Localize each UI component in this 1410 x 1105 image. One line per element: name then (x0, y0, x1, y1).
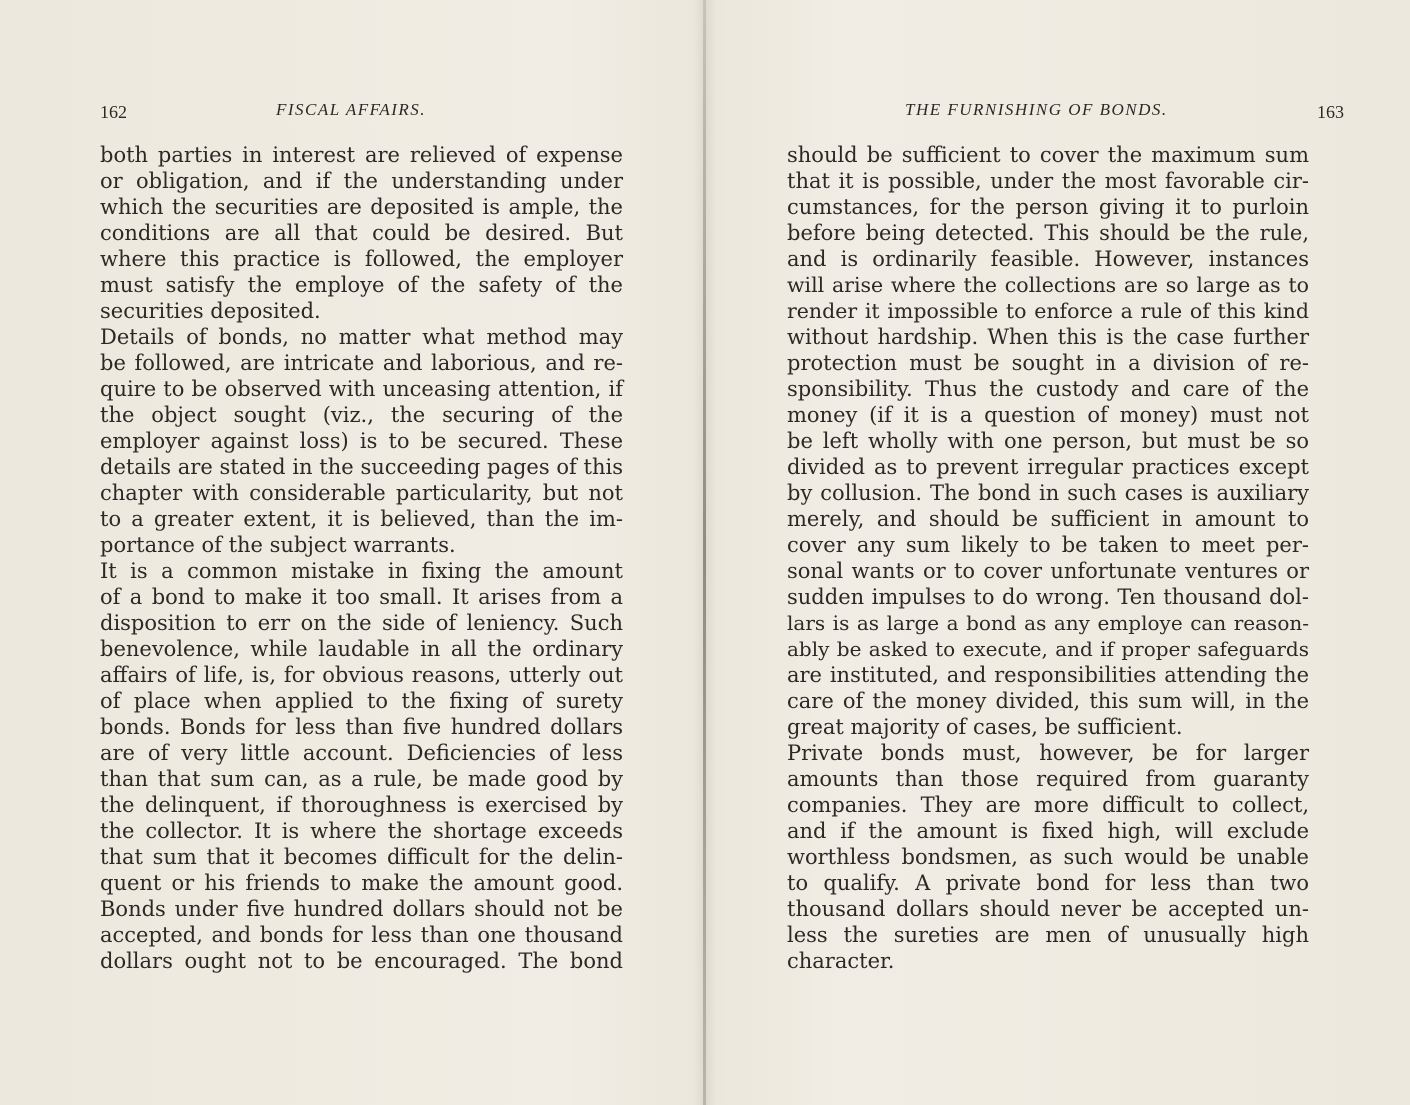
text-line: cumstances, for the person giving it to purloin (787, 195, 1309, 219)
text-line: and if the amount is fixed high, will exclude (787, 819, 1309, 843)
text-line: must satisfy the employe of the safety of the (100, 273, 623, 297)
text-line: amounts than those required from guaranty (787, 767, 1309, 791)
text-line: and is ordinarily feasible. However, instances (787, 247, 1309, 271)
text-line: quire to be observed with unceasing attention, if (100, 377, 623, 401)
text-line: render it impossible to enforce a rule of this kind (787, 299, 1309, 323)
text-line: portance of the subject warrants. (100, 533, 456, 557)
text-line: affairs of life, is, for obvious reasons, utterly out (100, 663, 623, 687)
text-line: or obligation, and if the understanding under (100, 169, 623, 193)
text-line: sponsibility. Thus the custody and care of the (787, 377, 1309, 401)
text-line: to qualify. A private bond for less than two (787, 871, 1309, 895)
text-line: where this practice is followed, the employer (100, 247, 623, 271)
text-line: without hardship. When this is the case further (787, 325, 1309, 349)
text-line: accepted, and bonds for less than one thousand (100, 923, 623, 947)
text-line: to a greater extent, it is believed, than the im- (100, 507, 623, 531)
left-page-body (100, 142, 640, 974)
text-line: that sum that it becomes difficult for the delin- (100, 845, 623, 869)
text-line: less the sureties are men of unusually high (787, 923, 1309, 947)
right-page-number: 163 (1317, 102, 1344, 122)
text-line: cover any sum likely to be taken to meet per- (787, 533, 1309, 557)
right-running-title: THE FURNISHING OF BONDS. (905, 100, 1168, 119)
text-line: benevolence, while laudable in all the ordinary (100, 637, 623, 661)
text-line: chapter with considerable particularity, but not (100, 481, 623, 505)
text-line: which the securities are deposited is ample, the (100, 195, 623, 219)
text-line: than that sum can, as a rule, be made good by (100, 767, 623, 791)
text-line: thousand dollars should never be accepted un- (787, 897, 1309, 921)
text-line: the collector. It is where the shortage exceeds (100, 819, 623, 843)
text-line: the delinquent, if thoroughness is exercised by (100, 793, 623, 817)
right-page-body (787, 142, 1327, 974)
text-line: great majority of cases, be sufficient. (787, 715, 1183, 739)
text-line: employer against loss) is to be secured. These (100, 429, 623, 453)
left-page-number: 162 (100, 102, 127, 122)
left-page (100, 0, 640, 1105)
text-line: that it is possible, under the most favorable cir- (787, 169, 1309, 193)
text-line: dollars ought not to be encouraged. The bond (100, 949, 623, 973)
text-line: conditions are all that could be desired. But (100, 221, 623, 245)
text-line: quent or his friends to make the amount good. (100, 871, 623, 895)
text-line: the object sought (viz., the securing of the (100, 403, 623, 427)
left-page-header (100, 100, 640, 124)
text-line: It is a common mistake in fixing the amount (100, 559, 623, 583)
text-line: Details of bonds, no matter what method may (100, 325, 623, 349)
text-line: by collusion. The bond in such cases is auxiliary (787, 481, 1309, 505)
text-line: ably be asked to execute, and if proper safeguards (787, 637, 1309, 661)
right-page (787, 0, 1344, 1105)
text-line: be left wholly with one person, but must be so (787, 429, 1309, 453)
book-gutter (703, 0, 706, 1105)
text-line: bonds. Bonds for less than five hundred dollars (100, 715, 623, 739)
text-line: before being detected. This should be the rule, (787, 221, 1309, 245)
text-line: details are stated in the succeeding pages of this (100, 455, 623, 479)
text-line: be followed, are intricate and laborious, and re- (100, 351, 623, 375)
right-page-header (787, 100, 1344, 124)
text-line: of place when applied to the fixing of surety (100, 689, 623, 713)
text-line: Bonds under five hundred dollars should not be (100, 897, 623, 921)
text-line: disposition to err on the side of leniency. Such (100, 611, 623, 635)
text-line: character. (787, 949, 895, 973)
text-line: money (if it is a question of money) must not (787, 403, 1309, 427)
text-line: Private bonds must, however, be for larger (787, 741, 1309, 765)
text-line: sudden impulses to do wrong. Ten thousand dol- (787, 585, 1309, 609)
text-line: securities deposited. (100, 299, 321, 323)
text-line: protection must be sought in a division of re- (787, 351, 1309, 375)
text-line: are instituted, and responsibilities attending the (787, 663, 1309, 687)
text-line: will arise where the collections are so large as to (787, 273, 1309, 297)
text-line: merely, and should be sufficient in amount to (787, 507, 1309, 531)
text-line: companies. They are more difficult to collect, (787, 793, 1309, 817)
text-line: are of very little account. Deficiencies of less (100, 741, 623, 765)
text-line: care of the money divided, this sum will, in the (787, 689, 1309, 713)
text-line: lars is as large a bond as any employe can reason- (787, 611, 1309, 635)
text-line: of a bond to make it too small. It arises from a (100, 585, 623, 609)
left-running-title: FISCAL AFFAIRS. (276, 100, 426, 119)
text-line: sonal wants or to cover unfortunate ventures or (787, 559, 1309, 583)
text-line: divided as to prevent irregular practices except (787, 455, 1309, 479)
text-line: worthless bondsmen, as such would be unable (787, 845, 1309, 869)
text-line: both parties in interest are relieved of expense (100, 143, 623, 167)
text-line: should be sufficient to cover the maximum sum (787, 143, 1309, 167)
